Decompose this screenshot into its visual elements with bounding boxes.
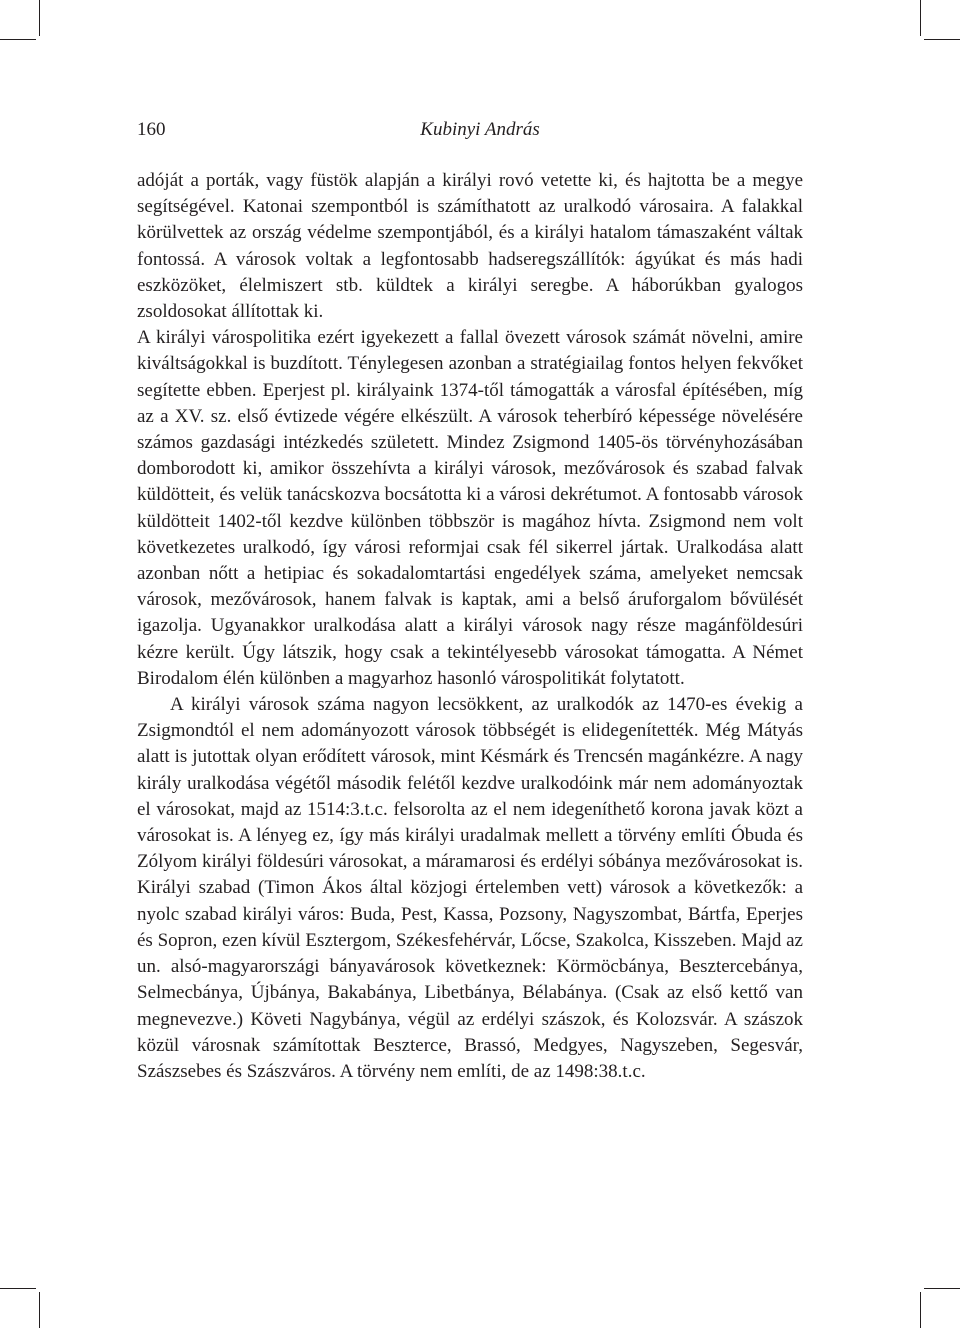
crop-mark-top-right bbox=[924, 39, 960, 40]
crop-mark-top-left bbox=[0, 39, 36, 40]
crop-mark-bottom-left bbox=[39, 1292, 40, 1328]
crop-mark-bottom-left bbox=[0, 1288, 36, 1289]
paragraph: adóját a porták, vagy füstök alapján a királyi rovó vetette ki, és hajtotta be a megye segítségével. Katonai szempontból is számíthatott az uralkodó városaira. A falakkal körülvettek az ország védelme szempontjából, és a királyi hatalom támaszaként váltak fontossá. A városok voltak a legfontosabb hadseregszállítók: ágyúkat és más hadi eszközöket, élelmiszert stb. küldtek a királyi seregbe. A háborúkban gyalogos zsoldosokat állítottak ki. bbox=[137, 170, 803, 323]
page-number: 160 bbox=[137, 119, 166, 140]
crop-mark-bottom-right bbox=[924, 1288, 960, 1289]
paragraph: A királyi várospolitika ezért igyekezett a fallal övezett városok számát növelni, amire kiváltságokkal is buzdított. Ténylegesen azonban a stratégiailag fontos helyen fekvőket segítette ebben. Eperjest pl. királyaink 1374-től támogatták a városfal építésében, míg az a XV. sz. első évtizede végére elkészült. A városok teherbíró képessége növelésére számos gazdasági intézkedés született. Mindez Zsigmond 1405-ös törvényhozásában domborodott ki, amikor összehívta a királyi városok, mezővárosok és szabad falvak küldötteit, és velük tanácskozva bocsátotta ki a városi dekrétumot. A fontosabb városok küldötteit 1402-től kezdve különben többször is magához hívta. Zsigmond nem volt következetes uralkodó, így városi reformjai csak fél sikerrel jártak. Uralkodása alatt azonban nőtt a hetipiac és sokadalomtartási engedélyek száma, amelyeket nemcsak városok, mezővárosok, hanem falvak is kaptak, ami a belső áruforgalom bővülését igazolja. Ugyanakkor uralkodása alatt a királyi városok nagy része magánföldesúri kézre került. Úgy látszik, hogy csak a tekintélyesebb városokat támogatta. A Német Birodalom élén különben a magyarhoz hasonló várospolitikát folytatott. bbox=[137, 327, 803, 689]
paragraph: A királyi városok száma nagyon lecsökkent, az uralkodók az 1470-es évekig a Zsigmondtól el nem adományozott városok többségét is elidegenítették. Még Mátyás alatt is jutottak olyan erődített városok, mint Késmárk és Trencsén magánkézre. A nagy király uralkodása végétől második felétől kezdve uralkodóink már nem adományoztak el városokat, majd az 1514:3.t.c. felsorolta az el nem idegeníthető korona javak közt a városokat is. A lényeg ez, így más királyi uradalmak mellett a törvény említi Óbuda és Zólyom királyi földesúri városokat, a máramarosi és erdélyi sóbánya mezővárosokat is. Királyi szabad (Timon Ákos által közjogi értelemben vett) városok a következők: a nyolc szabad királyi város: Buda, Pest, Kassa, Pozsony, Nagyszombat, Bártfa, Eperjes és Sopron, ezen kívül Esztergom, Székesfehérvár, Lőcse, Szakolca, Kisszeben. Majd az un. alsó-magyarországi bányavárosok következnek: Körmöcbánya, Besztercebánya, Selmecbánya, Újbánya, Bakabánya, Libetbánya, Bélabánya. (Csak az első kettő van megnevezve.) Követi Nagybánya, végül az erdélyi szászok, és Kolozsvár. A szászok közül városnak számítottak Beszterce, Brassó, Medgyes, Nagyszeben, Segesvár, Szászsebes és Szászváros. A törvény nem említi, de az 1498:38.t.c. bbox=[137, 694, 803, 1082]
crop-mark-bottom-right bbox=[920, 1292, 921, 1328]
crop-mark-top-right bbox=[920, 0, 921, 36]
body-text bbox=[137, 168, 803, 1085]
crop-mark-top-left bbox=[39, 0, 40, 36]
running-head-author: Kubinyi András bbox=[420, 119, 540, 140]
